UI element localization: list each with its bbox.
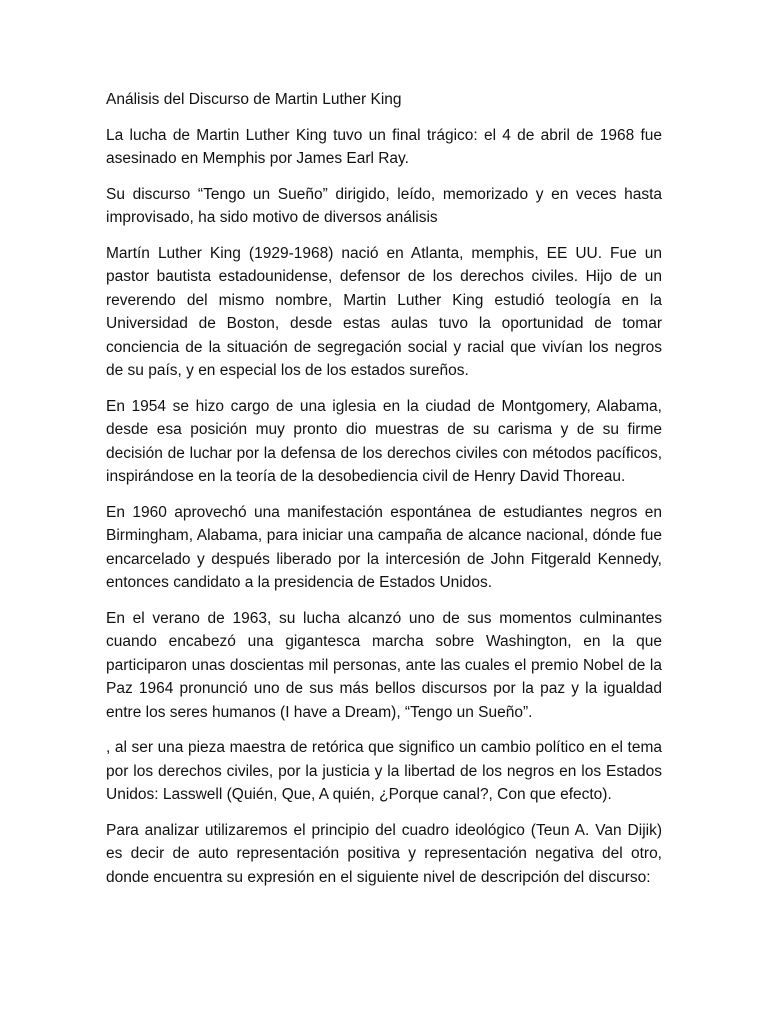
paragraph-montgomery-1954: En 1954 se hizo cargo de una iglesia en la ciudad de Montgomery, Alabama, desde esa posición muy pronto dio muestras de su carisma y de su firme decisión de luchar por la defensa de los derechos civiles con métodos pacíficos, inspirándose en la teoría de la desobediencia civil de Henry David Thoreau.	[106, 397, 662, 485]
paragraph-final-tragico: La lucha de Martin Luther King tuvo un final trágico: el 4 de abril de 1968 fue asesinado en Memphis por James Earl Ray.	[106, 126, 662, 167]
paragraph-birmingham-1960: En 1960 aprovechó una manifestación espontánea de estudiantes negros en Birmingham, Alabama, para iniciar una campaña de alcance nacional, dónde fue encarcelado y después liberado por la intercesión de John Fitgerald Kennedy, entonces candidato a la presidencia de Estados Unidos.	[106, 503, 662, 591]
document-page	[106, 88, 662, 901]
paragraph-cuadro-ideologico: Para analizar utilizaremos el principio del cuadro ideológico (Teun A. Van Dijik) es decir de auto representación positiva y representación negativa del otro, donde encuentra su expresión en el siguiente nivel de descripción del discurso:	[106, 821, 662, 886]
document-title: Análisis del Discurso de Martin Luther King	[106, 91, 402, 108]
paragraph-biografia: Martín Luther King (1929-1968) nació en Atlanta, memphis, EE UU. Fue un pastor bautista estadounidense, defensor de los derechos civiles. Hijo de un reverendo del mismo nombre, Martin Luther King estudió teología en la Universidad de Boston, desde estas aulas tuvo la oportunidad de tomar conciencia de la situación de segregación social y racial que vivían los negros de su país, y en especial los de los estados sureños.	[106, 244, 662, 379]
paragraph-discurso: Su discurso “Tengo un Sueño” dirigido, leído, memorizado y en veces hasta improvisado, ha sido motivo de diversos análisis	[106, 185, 662, 226]
paragraph-washington-1963: En el verano de 1963, su lucha alcanzó uno de sus momentos culminantes cuando encabezó una gigantesca marcha sobre Washington, en la que participaron unas doscientas mil personas, ante las cuales el premio Nobel de la Paz 1964 pronunció uno de sus más bellos discursos por la paz y la igualdad entre los seres humanos (I have a Dream), “Tengo un Sueño”.	[106, 609, 662, 721]
paragraph-retorica: , al ser una pieza maestra de retórica que significo un cambio político en el tema por los derechos civiles, por la justicia y la libertad de los negros en los Estados Unidos: Lasswell (Quién, Que, A quién, ¿Porque canal?, Con que efecto).	[106, 739, 662, 803]
